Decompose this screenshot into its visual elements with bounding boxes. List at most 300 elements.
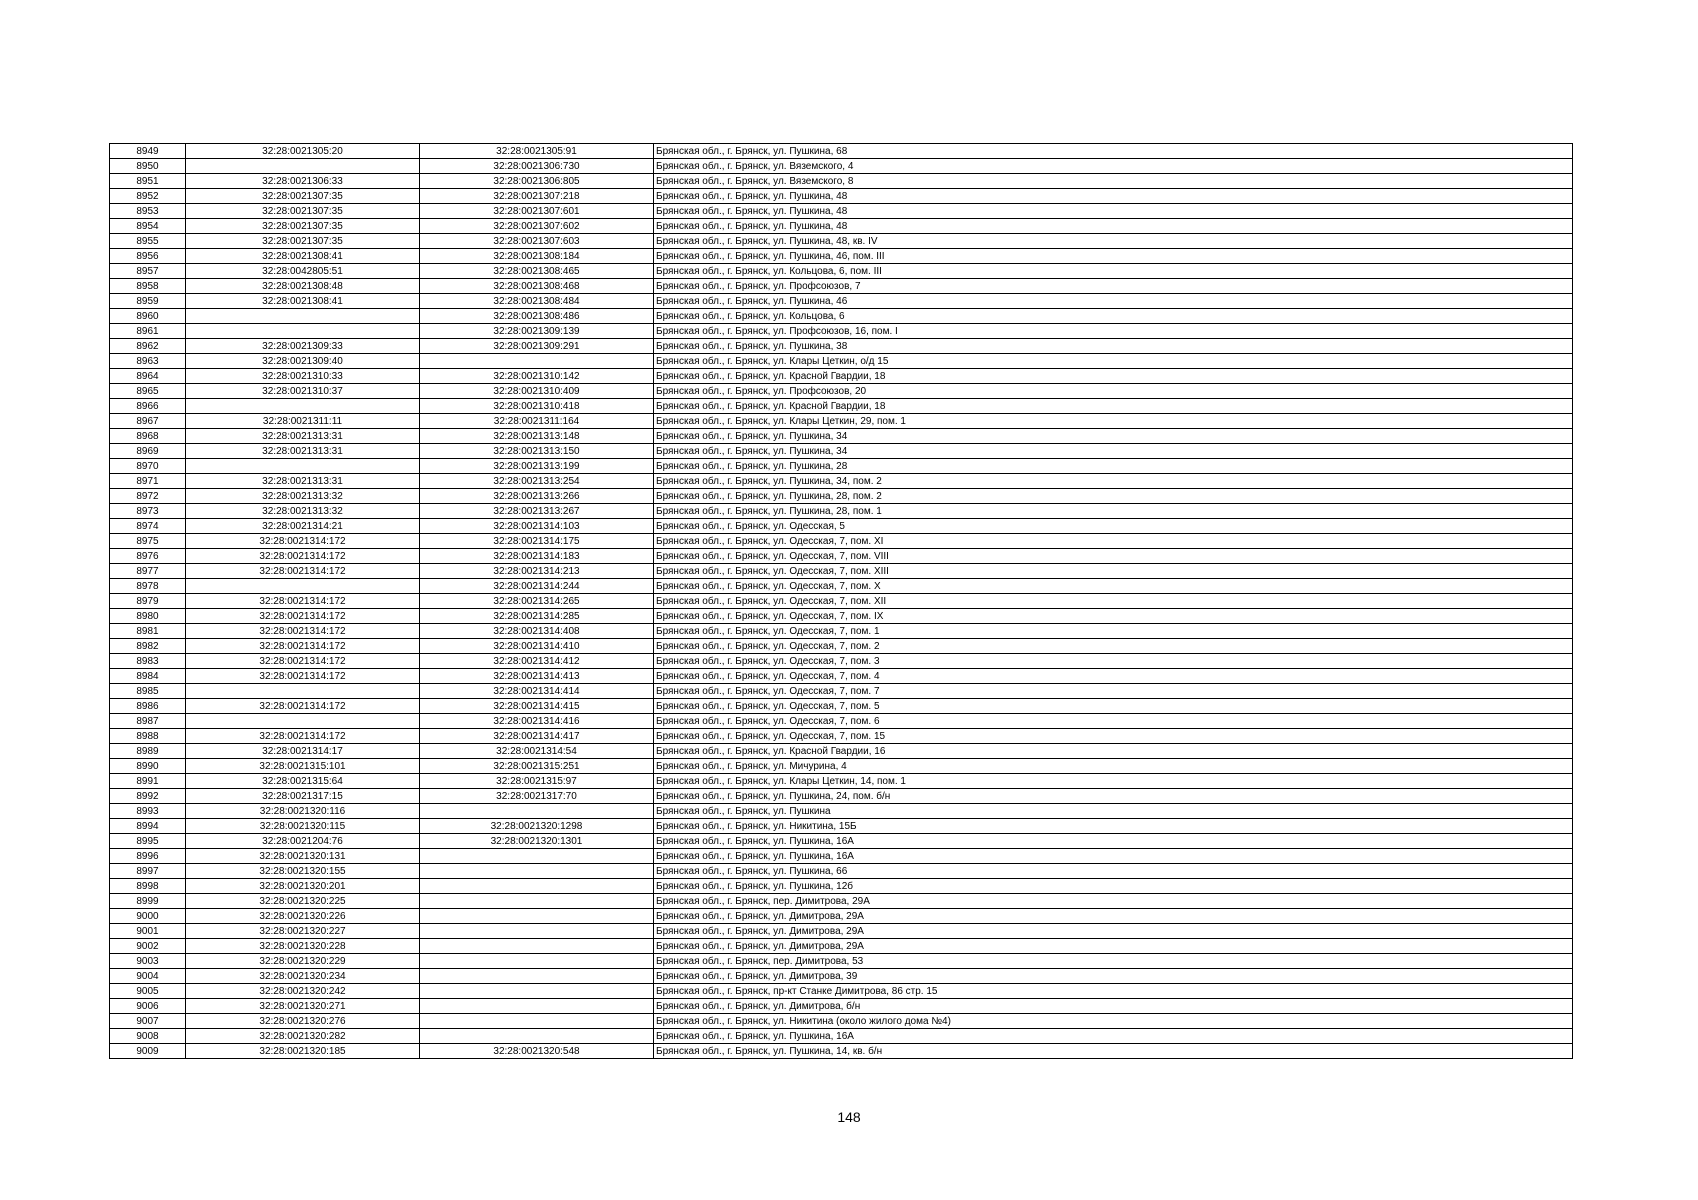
registry-table: [109, 143, 1573, 1059]
old-cadastral-number-cell: 32:28:0021305:20: [186, 144, 420, 159]
row-number-cell: 8984: [110, 669, 186, 684]
new-cadastral-number-cell: 32:28:0021313:199: [420, 459, 654, 474]
address-cell: Брянская обл., г. Брянск, ул. Пушкина, 34: [654, 429, 1573, 444]
old-cadastral-number-cell: 32:28:0021313:32: [186, 504, 420, 519]
new-cadastral-number-cell: 32:28:0021310:418: [420, 399, 654, 414]
table-row: [110, 369, 1573, 384]
old-cadastral-number-cell: 32:28:0021310:33: [186, 369, 420, 384]
address-cell: Брянская обл., г. Брянск, ул. Пушкина, 14, кв. б/н: [654, 1044, 1573, 1059]
row-number-cell: 8995: [110, 834, 186, 849]
table-row: [110, 864, 1573, 879]
new-cadastral-number-cell: 32:28:0021307:602: [420, 219, 654, 234]
address-cell: Брянская обл., г. Брянск, ул. Красной Гвардии, 18: [654, 399, 1573, 414]
table-row: [110, 654, 1573, 669]
new-cadastral-number-cell: [420, 984, 654, 999]
row-number-cell: 9002: [110, 939, 186, 954]
address-cell: Брянская обл., г. Брянск, ул. Красной Гвардии, 18: [654, 369, 1573, 384]
old-cadastral-number-cell: 32:28:0021314:172: [186, 729, 420, 744]
row-number-cell: 8971: [110, 474, 186, 489]
address-cell: Брянская обл., г. Брянск, ул. Пушкина, 48: [654, 189, 1573, 204]
old-cadastral-number-cell: 32:28:0021320:155: [186, 864, 420, 879]
table-row: [110, 1044, 1573, 1059]
address-cell: Брянская обл., г. Брянск, ул. Пушкина: [654, 804, 1573, 819]
table-row: [110, 294, 1573, 309]
new-cadastral-number-cell: 32:28:0021314:175: [420, 534, 654, 549]
address-cell: Брянская обл., г. Брянск, ул. Димитрова, 29А: [654, 924, 1573, 939]
new-cadastral-number-cell: [420, 1029, 654, 1044]
old-cadastral-number-cell: 32:28:0021320:271: [186, 999, 420, 1014]
table-row: [110, 609, 1573, 624]
table-row: [110, 744, 1573, 759]
row-number-cell: 8953: [110, 204, 186, 219]
row-number-cell: 8973: [110, 504, 186, 519]
row-number-cell: 8962: [110, 339, 186, 354]
row-number-cell: 8994: [110, 819, 186, 834]
new-cadastral-number-cell: 32:28:0021308:486: [420, 309, 654, 324]
old-cadastral-number-cell: 32:28:0021320:227: [186, 924, 420, 939]
old-cadastral-number-cell: [186, 684, 420, 699]
table-row: [110, 384, 1573, 399]
old-cadastral-number-cell: 32:28:0021314:172: [186, 624, 420, 639]
row-number-cell: 8961: [110, 324, 186, 339]
row-number-cell: 8997: [110, 864, 186, 879]
new-cadastral-number-cell: 32:28:0021313:267: [420, 504, 654, 519]
new-cadastral-number-cell: 32:28:0021317:70: [420, 789, 654, 804]
row-number-cell: 8978: [110, 579, 186, 594]
new-cadastral-number-cell: 32:28:0021314:265: [420, 594, 654, 609]
old-cadastral-number-cell: 32:28:0021317:15: [186, 789, 420, 804]
table-row: [110, 339, 1573, 354]
old-cadastral-number-cell: [186, 399, 420, 414]
old-cadastral-number-cell: 32:28:0021314:172: [186, 534, 420, 549]
row-number-cell: 8982: [110, 639, 186, 654]
address-cell: Брянская обл., г. Брянск, ул. Никитина (около жилого дома №4): [654, 1014, 1573, 1029]
new-cadastral-number-cell: [420, 354, 654, 369]
old-cadastral-number-cell: 32:28:0021314:172: [186, 699, 420, 714]
row-number-cell: 9007: [110, 1014, 186, 1029]
row-number-cell: 8981: [110, 624, 186, 639]
address-cell: Брянская обл., г. Брянск, ул. Димитрова, 29А: [654, 909, 1573, 924]
table-row: [110, 189, 1573, 204]
table-row: [110, 354, 1573, 369]
row-number-cell: 8949: [110, 144, 186, 159]
address-cell: Брянская обл., г. Брянск, ул. Одесская, 7, пом. X: [654, 579, 1573, 594]
address-cell: Брянская обл., г. Брянск, ул. Пушкина, 48: [654, 219, 1573, 234]
row-number-cell: 8969: [110, 444, 186, 459]
row-number-cell: 9005: [110, 984, 186, 999]
old-cadastral-number-cell: 32:28:0021313:31: [186, 474, 420, 489]
old-cadastral-number-cell: 32:28:0021320:229: [186, 954, 420, 969]
row-number-cell: 8960: [110, 309, 186, 324]
old-cadastral-number-cell: 32:28:0042805:51: [186, 264, 420, 279]
row-number-cell: 8991: [110, 774, 186, 789]
row-number-cell: 8983: [110, 654, 186, 669]
row-number-cell: 8965: [110, 384, 186, 399]
row-number-cell: 9000: [110, 909, 186, 924]
table-row: [110, 144, 1573, 159]
row-number-cell: 8955: [110, 234, 186, 249]
table-row: [110, 519, 1573, 534]
row-number-cell: 8993: [110, 804, 186, 819]
address-cell: Брянская обл., г. Брянск, ул. Пушкина, 66: [654, 864, 1573, 879]
table-row: [110, 939, 1573, 954]
old-cadastral-number-cell: 32:28:0021314:172: [186, 669, 420, 684]
old-cadastral-number-cell: 32:28:0021320:225: [186, 894, 420, 909]
row-number-cell: 8964: [110, 369, 186, 384]
address-cell: Брянская обл., г. Брянск, ул. Одесская, 7, пом. 5: [654, 699, 1573, 714]
row-number-cell: 8957: [110, 264, 186, 279]
row-number-cell: 9003: [110, 954, 186, 969]
old-cadastral-number-cell: 32:28:0021314:172: [186, 654, 420, 669]
row-number-cell: 8986: [110, 699, 186, 714]
row-number-cell: 8974: [110, 519, 186, 534]
address-cell: Брянская обл., г. Брянск, ул. Одесская, 7, пом. IX: [654, 609, 1573, 624]
address-cell: Брянская обл., г. Брянск, ул. Одесская, 7, пом. 7: [654, 684, 1573, 699]
old-cadastral-number-cell: 32:28:0021307:35: [186, 204, 420, 219]
table-row: [110, 729, 1573, 744]
new-cadastral-number-cell: 32:28:0021314:416: [420, 714, 654, 729]
registry-table-body: [110, 144, 1573, 1059]
table-row: [110, 804, 1573, 819]
table-row: [110, 444, 1573, 459]
address-cell: Брянская обл., г. Брянск, ул. Пушкина, 28, пом. 2: [654, 489, 1573, 504]
table-row: [110, 699, 1573, 714]
table-row: [110, 849, 1573, 864]
row-number-cell: 9006: [110, 999, 186, 1014]
new-cadastral-number-cell: 32:28:0021314:412: [420, 654, 654, 669]
table-row: [110, 219, 1573, 234]
table-row: [110, 414, 1573, 429]
old-cadastral-number-cell: 32:28:0021314:172: [186, 594, 420, 609]
new-cadastral-number-cell: 32:28:0021305:91: [420, 144, 654, 159]
new-cadastral-number-cell: 32:28:0021314:285: [420, 609, 654, 624]
old-cadastral-number-cell: 32:28:0021313:32: [186, 489, 420, 504]
table-row: [110, 264, 1573, 279]
address-cell: Брянская обл., г. Брянск, пр-кт Станке Димитрова, 86 стр. 15: [654, 984, 1573, 999]
page-number: 148: [837, 1109, 861, 1125]
table-row: [110, 489, 1573, 504]
table-row: [110, 714, 1573, 729]
address-cell: Брянская обл., г. Брянск, ул. Одесская, 7, пом. 6: [654, 714, 1573, 729]
address-cell: Брянская обл., г. Брянск, ул. Одесская, 5: [654, 519, 1573, 534]
row-number-cell: 8990: [110, 759, 186, 774]
address-cell: Брянская обл., г. Брянск, ул. Пушкина, 46: [654, 294, 1573, 309]
new-cadastral-number-cell: 32:28:0021306:730: [420, 159, 654, 174]
table-row: [110, 879, 1573, 894]
new-cadastral-number-cell: 32:28:0021308:484: [420, 294, 654, 309]
address-cell: Брянская обл., г. Брянск, ул. Одесская, 7, пом. 4: [654, 669, 1573, 684]
row-number-cell: 8977: [110, 564, 186, 579]
new-cadastral-number-cell: [420, 849, 654, 864]
new-cadastral-number-cell: [420, 954, 654, 969]
table-row: [110, 969, 1573, 984]
row-number-cell: 8952: [110, 189, 186, 204]
old-cadastral-number-cell: 32:28:0021314:21: [186, 519, 420, 534]
address-cell: Брянская обл., г. Брянск, ул. Пушкина, 16А: [654, 849, 1573, 864]
address-cell: Брянская обл., г. Брянск, ул. Димитрова, б/н: [654, 999, 1573, 1014]
new-cadastral-number-cell: [420, 894, 654, 909]
address-cell: Брянская обл., г. Брянск, ул. Профсоюзов, 20: [654, 384, 1573, 399]
new-cadastral-number-cell: 32:28:0021308:468: [420, 279, 654, 294]
old-cadastral-number-cell: 32:28:0021308:48: [186, 279, 420, 294]
new-cadastral-number-cell: 32:28:0021313:266: [420, 489, 654, 504]
table-row: [110, 309, 1573, 324]
old-cadastral-number-cell: 32:28:0021320:276: [186, 1014, 420, 1029]
new-cadastral-number-cell: 32:28:0021314:183: [420, 549, 654, 564]
new-cadastral-number-cell: 32:28:0021308:184: [420, 249, 654, 264]
new-cadastral-number-cell: 32:28:0021306:805: [420, 174, 654, 189]
address-cell: Брянская обл., г. Брянск, ул. Димитрова, 29А: [654, 939, 1573, 954]
table-row: [110, 819, 1573, 834]
old-cadastral-number-cell: 32:28:0021320:185: [186, 1044, 420, 1059]
row-number-cell: 8963: [110, 354, 186, 369]
address-cell: Брянская обл., г. Брянск, ул. Одесская, 7, пом. 2: [654, 639, 1573, 654]
table-row: [110, 894, 1573, 909]
new-cadastral-number-cell: 32:28:0021308:465: [420, 264, 654, 279]
table-row: [110, 399, 1573, 414]
old-cadastral-number-cell: 32:28:0021315:64: [186, 774, 420, 789]
new-cadastral-number-cell: 32:28:0021314:213: [420, 564, 654, 579]
row-number-cell: 9008: [110, 1029, 186, 1044]
table-row: [110, 759, 1573, 774]
old-cadastral-number-cell: 32:28:0021320:226: [186, 909, 420, 924]
old-cadastral-number-cell: 32:28:0021313:31: [186, 444, 420, 459]
row-number-cell: 8951: [110, 174, 186, 189]
old-cadastral-number-cell: 32:28:0021309:40: [186, 354, 420, 369]
new-cadastral-number-cell: 32:28:0021314:244: [420, 579, 654, 594]
old-cadastral-number-cell: 32:28:0021313:31: [186, 429, 420, 444]
table-row: [110, 999, 1573, 1014]
address-cell: Брянская обл., г. Брянск, ул. Одесская, 7, пом. 15: [654, 729, 1573, 744]
table-row: [110, 924, 1573, 939]
new-cadastral-number-cell: 32:28:0021311:164: [420, 414, 654, 429]
address-cell: Брянская обл., г. Брянск, ул. Пушкина, 16А: [654, 834, 1573, 849]
address-cell: Брянская обл., г. Брянск, ул. Одесская, 7, пом. XII: [654, 594, 1573, 609]
table-row: [110, 534, 1573, 549]
old-cadastral-number-cell: 32:28:0021320:234: [186, 969, 420, 984]
address-cell: Брянская обл., г. Брянск, ул. Клары Цеткин, 14, пом. 1: [654, 774, 1573, 789]
table-row: [110, 594, 1573, 609]
table-row: [110, 234, 1573, 249]
new-cadastral-number-cell: 32:28:0021314:413: [420, 669, 654, 684]
old-cadastral-number-cell: 32:28:0021314:172: [186, 564, 420, 579]
row-number-cell: 8954: [110, 219, 186, 234]
row-number-cell: 8975: [110, 534, 186, 549]
old-cadastral-number-cell: 32:28:0021306:33: [186, 174, 420, 189]
new-cadastral-number-cell: 32:28:0021320:1298: [420, 819, 654, 834]
address-cell: Брянская обл., г. Брянск, ул. Красной Гвардии, 16: [654, 744, 1573, 759]
new-cadastral-number-cell: 32:28:0021320:1301: [420, 834, 654, 849]
row-number-cell: 8979: [110, 594, 186, 609]
address-cell: Брянская обл., г. Брянск, ул. Одесская, 7, пом. VIII: [654, 549, 1573, 564]
address-cell: Брянская обл., г. Брянск, ул. Пушкина, 46, пом. III: [654, 249, 1573, 264]
table-row: [110, 579, 1573, 594]
address-cell: Брянская обл., г. Брянск, ул. Пушкина, 38: [654, 339, 1573, 354]
new-cadastral-number-cell: [420, 909, 654, 924]
old-cadastral-number-cell: [186, 159, 420, 174]
table-row: [110, 174, 1573, 189]
old-cadastral-number-cell: 32:28:0021310:37: [186, 384, 420, 399]
new-cadastral-number-cell: 32:28:0021309:291: [420, 339, 654, 354]
row-number-cell: 8976: [110, 549, 186, 564]
address-cell: Брянская обл., г. Брянск, ул. Одесская, 7, пом. 3: [654, 654, 1573, 669]
old-cadastral-number-cell: 32:28:0021307:35: [186, 219, 420, 234]
address-cell: Брянская обл., г. Брянск, ул. Пушкина, 34, пом. 2: [654, 474, 1573, 489]
row-number-cell: 8956: [110, 249, 186, 264]
address-cell: Брянская обл., г. Брянск, ул. Пушкина, 68: [654, 144, 1573, 159]
new-cadastral-number-cell: 32:28:0021307:218: [420, 189, 654, 204]
table-row: [110, 624, 1573, 639]
address-cell: Брянская обл., г. Брянск, ул. Кольцова, 6, пом. III: [654, 264, 1573, 279]
table-row: [110, 1029, 1573, 1044]
address-cell: Брянская обл., г. Брянск, ул. Пушкина, 12б: [654, 879, 1573, 894]
table-row: [110, 789, 1573, 804]
new-cadastral-number-cell: 32:28:0021314:410: [420, 639, 654, 654]
address-cell: Брянская обл., г. Брянск, ул. Пушкина, 28, пом. 1: [654, 504, 1573, 519]
old-cadastral-number-cell: 32:28:0021309:33: [186, 339, 420, 354]
old-cadastral-number-cell: 32:28:0021320:228: [186, 939, 420, 954]
row-number-cell: 8968: [110, 429, 186, 444]
row-number-cell: 9001: [110, 924, 186, 939]
old-cadastral-number-cell: 32:28:0021308:41: [186, 249, 420, 264]
new-cadastral-number-cell: 32:28:0021307:603: [420, 234, 654, 249]
old-cadastral-number-cell: 32:28:0021320:242: [186, 984, 420, 999]
address-cell: Брянская обл., г. Брянск, ул. Одесская, 7, пом. 1: [654, 624, 1573, 639]
new-cadastral-number-cell: 32:28:0021307:601: [420, 204, 654, 219]
new-cadastral-number-cell: [420, 999, 654, 1014]
old-cadastral-number-cell: 32:28:0021320:131: [186, 849, 420, 864]
row-number-cell: 8988: [110, 729, 186, 744]
row-number-cell: 8999: [110, 894, 186, 909]
new-cadastral-number-cell: 32:28:0021310:142: [420, 369, 654, 384]
row-number-cell: 9009: [110, 1044, 186, 1059]
table-row: [110, 639, 1573, 654]
new-cadastral-number-cell: [420, 879, 654, 894]
address-cell: Брянская обл., г. Брянск, ул. Одесская, 7, пом. XIII: [654, 564, 1573, 579]
address-cell: Брянская обл., г. Брянск, ул. Димитрова, 39: [654, 969, 1573, 984]
new-cadastral-number-cell: 32:28:0021314:54: [420, 744, 654, 759]
old-cadastral-number-cell: 32:28:0021204:76: [186, 834, 420, 849]
address-cell: Брянская обл., г. Брянск, ул. Никитина, 15Б: [654, 819, 1573, 834]
address-cell: Брянская обл., г. Брянск, ул. Пушкина, 34: [654, 444, 1573, 459]
address-cell: Брянская обл., г. Брянск, пер. Димитрова, 29А: [654, 894, 1573, 909]
new-cadastral-number-cell: 32:28:0021315:97: [420, 774, 654, 789]
old-cadastral-number-cell: 32:28:0021307:35: [186, 189, 420, 204]
address-cell: Брянская обл., г. Брянск, ул. Одесская, 7, пом. XI: [654, 534, 1573, 549]
old-cadastral-number-cell: 32:28:0021320:282: [186, 1029, 420, 1044]
new-cadastral-number-cell: 32:28:0021313:254: [420, 474, 654, 489]
address-cell: Брянская обл., г. Брянск, ул. Пушкина, 28: [654, 459, 1573, 474]
table-row: [110, 954, 1573, 969]
new-cadastral-number-cell: [420, 804, 654, 819]
old-cadastral-number-cell: 32:28:0021308:41: [186, 294, 420, 309]
new-cadastral-number-cell: [420, 939, 654, 954]
table-row: [110, 459, 1573, 474]
table-row: [110, 669, 1573, 684]
address-cell: Брянская обл., г. Брянск, ул. Клары Цеткин, 29, пом. 1: [654, 414, 1573, 429]
old-cadastral-number-cell: 32:28:0021314:172: [186, 609, 420, 624]
address-cell: Брянская обл., г. Брянск, ул. Пушкина, 48, кв. IV: [654, 234, 1573, 249]
address-cell: Брянская обл., г. Брянск, ул. Мичурина, 4: [654, 759, 1573, 774]
row-number-cell: 8998: [110, 879, 186, 894]
address-cell: Брянская обл., г. Брянск, ул. Кольцова, 6: [654, 309, 1573, 324]
old-cadastral-number-cell: 32:28:0021315:101: [186, 759, 420, 774]
table-row: [110, 324, 1573, 339]
row-number-cell: 8996: [110, 849, 186, 864]
table-row: [110, 684, 1573, 699]
new-cadastral-number-cell: 32:28:0021315:251: [420, 759, 654, 774]
old-cadastral-number-cell: 32:28:0021314:172: [186, 549, 420, 564]
new-cadastral-number-cell: 32:28:0021314:103: [420, 519, 654, 534]
table-row: [110, 504, 1573, 519]
old-cadastral-number-cell: 32:28:0021314:172: [186, 639, 420, 654]
row-number-cell: 8989: [110, 744, 186, 759]
row-number-cell: 8950: [110, 159, 186, 174]
table-row: [110, 1014, 1573, 1029]
new-cadastral-number-cell: 32:28:0021313:150: [420, 444, 654, 459]
new-cadastral-number-cell: [420, 1014, 654, 1029]
new-cadastral-number-cell: [420, 864, 654, 879]
table-row: [110, 249, 1573, 264]
table-row: [110, 549, 1573, 564]
old-cadastral-number-cell: [186, 324, 420, 339]
old-cadastral-number-cell: [186, 714, 420, 729]
row-number-cell: 8958: [110, 279, 186, 294]
old-cadastral-number-cell: 32:28:0021320:201: [186, 879, 420, 894]
table-row: [110, 204, 1573, 219]
row-number-cell: 8959: [110, 294, 186, 309]
new-cadastral-number-cell: [420, 969, 654, 984]
new-cadastral-number-cell: 32:28:0021313:148: [420, 429, 654, 444]
table-row: [110, 474, 1573, 489]
old-cadastral-number-cell: 32:28:0021307:35: [186, 234, 420, 249]
row-number-cell: 8972: [110, 489, 186, 504]
table-row: [110, 159, 1573, 174]
new-cadastral-number-cell: 32:28:0021314:417: [420, 729, 654, 744]
row-number-cell: 8987: [110, 714, 186, 729]
table-row: [110, 834, 1573, 849]
new-cadastral-number-cell: 32:28:0021314:414: [420, 684, 654, 699]
old-cadastral-number-cell: 32:28:0021320:116: [186, 804, 420, 819]
row-number-cell: 9004: [110, 969, 186, 984]
row-number-cell: 8985: [110, 684, 186, 699]
table-row: [110, 774, 1573, 789]
address-cell: Брянская обл., г. Брянск, ул. Вяземского, 8: [654, 174, 1573, 189]
address-cell: Брянская обл., г. Брянск, ул. Пушкина, 24, пом. б/н: [654, 789, 1573, 804]
row-number-cell: 8980: [110, 609, 186, 624]
row-number-cell: 8966: [110, 399, 186, 414]
old-cadastral-number-cell: [186, 309, 420, 324]
table-row: [110, 279, 1573, 294]
new-cadastral-number-cell: 32:28:0021314:415: [420, 699, 654, 714]
table-row: [110, 984, 1573, 999]
new-cadastral-number-cell: 32:28:0021309:139: [420, 324, 654, 339]
old-cadastral-number-cell: 32:28:0021314:17: [186, 744, 420, 759]
row-number-cell: 8970: [110, 459, 186, 474]
address-cell: Брянская обл., г. Брянск, ул. Профсоюзов, 16, пом. I: [654, 324, 1573, 339]
new-cadastral-number-cell: 32:28:0021310:409: [420, 384, 654, 399]
old-cadastral-number-cell: [186, 579, 420, 594]
new-cadastral-number-cell: [420, 924, 654, 939]
address-cell: Брянская обл., г. Брянск, ул. Пушкина, 48: [654, 204, 1573, 219]
row-number-cell: 8967: [110, 414, 186, 429]
address-cell: Брянская обл., г. Брянск, пер. Димитрова, 53: [654, 954, 1573, 969]
new-cadastral-number-cell: 32:28:0021320:548: [420, 1044, 654, 1059]
new-cadastral-number-cell: 32:28:0021314:408: [420, 624, 654, 639]
old-cadastral-number-cell: 32:28:0021311:11: [186, 414, 420, 429]
old-cadastral-number-cell: 32:28:0021320:115: [186, 819, 420, 834]
table-row: [110, 429, 1573, 444]
